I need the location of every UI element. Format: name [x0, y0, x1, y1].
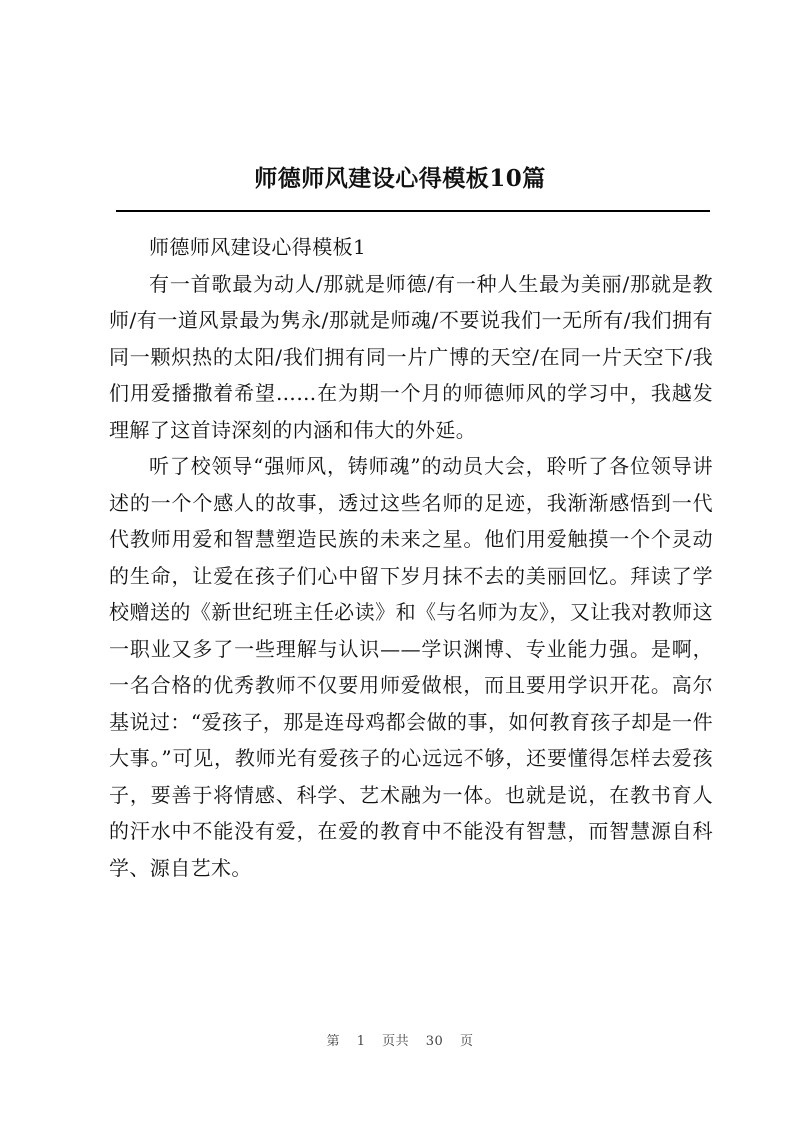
footer-page-suffix: 页: [459, 1034, 474, 1049]
section-heading: 师德师风建设心得模板1: [149, 235, 367, 259]
title-divider: [116, 210, 710, 212]
footer-total-pages: 30: [425, 1034, 444, 1049]
paragraph: 有一首歌最为动人/那就是师德/有一种人生最为美丽/那就是教师/有一道风景最为隽永/那就是师魂/不要说我们一无所有/我们拥有同一颗炽热的太阳/我们拥有同一片广博的天空/在同一片天空下/我们用爱播撒着希望……在为期一个月的师德师风的学习中，我越发理解了这首诗深刻的内涵和伟大的外延。: [109, 271, 713, 442]
page-title: 师德师风建设心得模板10篇: [254, 165, 546, 192]
paragraph: 听了校领导“强师风，铸师魂”的动员大会，聆听了各位领导讲述的一个个感人的故事，透过这些名师的足迹，我渐渐感悟到一代代教师用爱和智慧塑造民族的未来之星。他们用爱触摸一个个灵动的生命，让爱在孩子们心中留下岁月抹不去的美丽回忆。拜读了学校赠送的《新世纪班主任必读》和《与名师为友》，又让我对教师这一职业又多了一些理解与认识——学识渊博、专业能力强。是啊，一名合格的优秀教师不仅要用师爱做根，而且要用学识开花。高尔基说过：“爱孩子，那是连母鸡都会做的事，如何教育孩子却是一件大事。”可见，教师光有爱孩子的心远远不够，还要懂得怎样去爱孩子，要善于将情感、科学、艺术融为一体。也就是说，在教书育人的汗水中不能没有爱，在爱的教育中不能没有智慧，而智慧源自科学、源自艺术。: [109, 454, 713, 880]
footer-current-page: 1: [356, 1034, 366, 1049]
footer-page-mid: 页共: [382, 1034, 410, 1049]
page-footer: [0, 1030, 800, 1049]
document-body: [109, 229, 713, 886]
footer-page-prefix: 第: [326, 1034, 341, 1049]
